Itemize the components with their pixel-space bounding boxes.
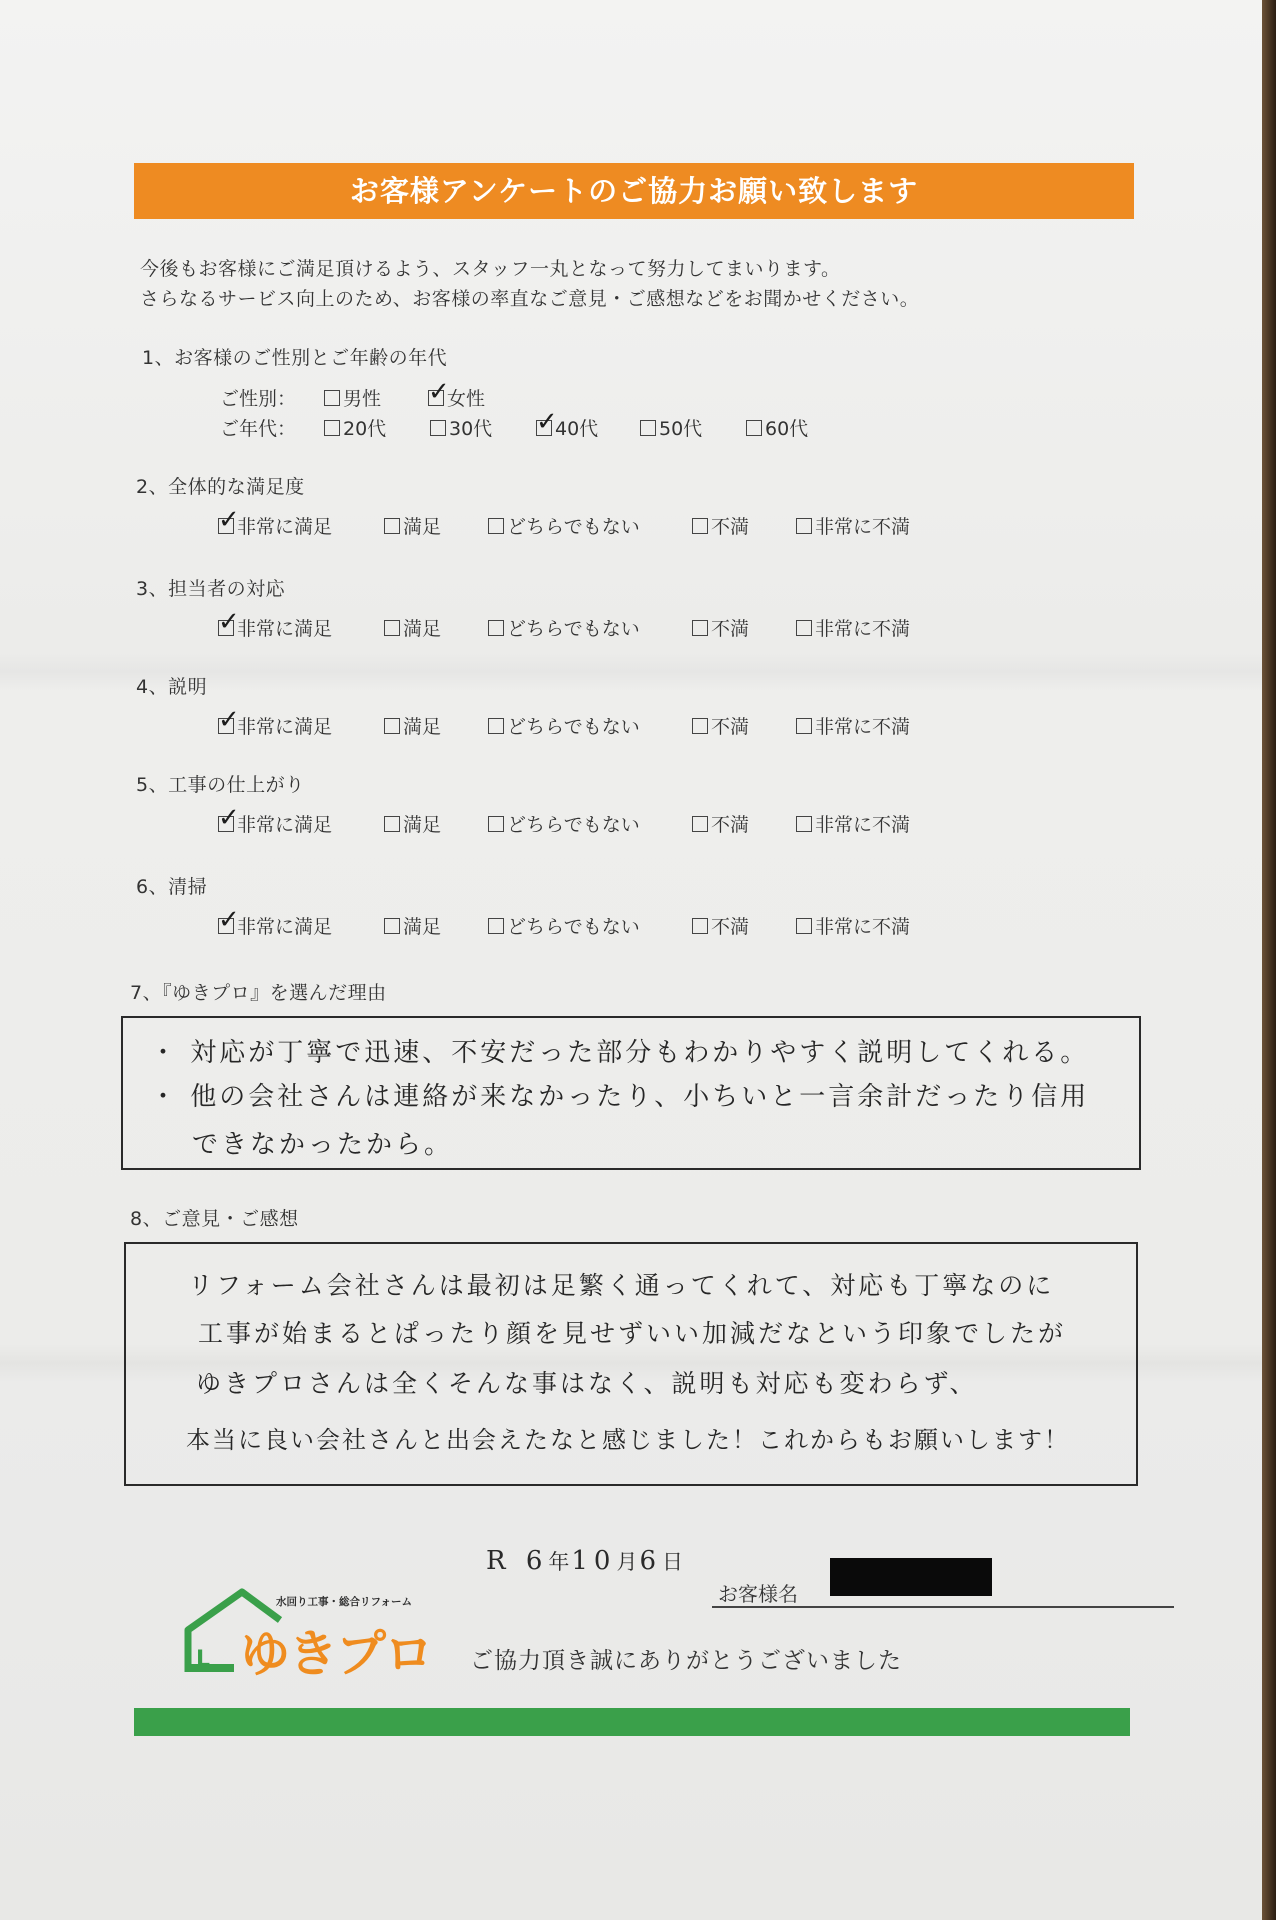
checked-checkbox-icon[interactable]	[218, 718, 234, 734]
checked-checkbox-icon[interactable]	[536, 420, 552, 436]
option-label: 60代	[765, 418, 809, 440]
checkbox-icon[interactable]	[384, 718, 400, 734]
option-label: 30代	[449, 418, 493, 440]
rating-question-title: 4、説明	[136, 676, 208, 698]
q8-answer-line-3: ゆきプロさんは全くそんな事はなく、説明も対応も変わらず、	[196, 1369, 978, 1398]
checkbox-icon[interactable]	[488, 718, 504, 734]
option-label: 満足	[403, 516, 442, 538]
age-option-2[interactable]	[536, 414, 598, 441]
q7-answer-line-2: ・ 他の会社さんは連絡が来なかったり、小ちいと一言余計だったり信用	[150, 1082, 1090, 1112]
checkbox-icon[interactable]	[796, 918, 812, 934]
age-label: ご年代：	[220, 418, 297, 440]
rating-option-6-4[interactable]	[796, 912, 910, 939]
checkbox-icon[interactable]	[692, 918, 708, 934]
day-label: 日	[662, 1551, 686, 1574]
option-label: 非常に不満	[815, 516, 911, 538]
redacted-customer-name	[830, 1558, 992, 1596]
svg-text:L: L	[196, 1647, 211, 1672]
checkbox-icon[interactable]	[430, 420, 446, 436]
option-label: 男性	[343, 388, 382, 410]
checkbox-icon[interactable]	[488, 918, 504, 934]
checkbox-icon[interactable]	[746, 420, 762, 436]
checkbox-icon[interactable]	[488, 518, 504, 534]
option-label: 非常に満足	[237, 814, 333, 836]
checkbox-icon[interactable]	[488, 816, 504, 832]
option-label: 非常に不満	[815, 716, 911, 738]
gender-row	[220, 384, 296, 411]
q8-answer-line-4: 本当に良い会社さんと出会えたなと感じました！これからもお願いします！	[186, 1426, 1070, 1454]
intro-line-2: さらなるサービス向上のため、お客様の率直なご意見・ご感想などをお聞かせください。	[140, 288, 920, 310]
date-year: 6	[525, 1546, 549, 1576]
rating-option-3-1[interactable]	[384, 614, 441, 641]
option-label: どちらでもない	[507, 716, 640, 738]
option-label: 満足	[403, 916, 442, 938]
rating-option-3-3[interactable]	[692, 614, 749, 641]
option-label: 満足	[403, 618, 442, 640]
age-option-0[interactable]	[324, 414, 386, 441]
checkbox-icon[interactable]	[796, 816, 812, 832]
q8-answer-line-2: 工事が始まるとぱったり顔を見せずいい加減だなという印象でしたが	[198, 1319, 1067, 1348]
option-label: 非常に満足	[237, 716, 333, 738]
rating-option-6-0[interactable]	[218, 912, 332, 939]
footer-green-bar	[134, 1708, 1130, 1736]
gender-option-1[interactable]	[428, 384, 485, 411]
option-label: 不満	[711, 618, 750, 640]
option-label: 満足	[403, 716, 442, 738]
gender-label: ご性別：	[220, 388, 297, 410]
option-label: 40代	[555, 418, 599, 440]
month-label: 月	[616, 1551, 640, 1574]
checked-checkbox-icon[interactable]	[218, 816, 234, 832]
option-label: 非常に不満	[815, 814, 911, 836]
option-label: どちらでもない	[507, 814, 640, 836]
date-month: 10	[571, 1546, 617, 1576]
checkbox-icon[interactable]	[324, 390, 340, 406]
checked-checkbox-icon[interactable]	[218, 620, 234, 636]
rating-option-6-2[interactable]	[488, 912, 640, 939]
option-label: 非常に不満	[815, 916, 911, 938]
option-label: 女性	[447, 388, 486, 410]
option-label: 不満	[711, 814, 750, 836]
option-label: 不満	[711, 716, 750, 738]
date-era: R	[486, 1546, 512, 1576]
rating-option-5-2[interactable]	[488, 810, 640, 837]
q1-title: 1、お客様のご性別とご年齢の年代	[142, 347, 448, 369]
rating-option-4-0[interactable]	[218, 712, 332, 739]
option-label: 不満	[711, 916, 750, 938]
table-background	[1262, 0, 1276, 1920]
option-label: 非常に満足	[237, 618, 333, 640]
rating-option-2-1[interactable]	[384, 512, 441, 539]
option-label: 不満	[711, 516, 750, 538]
option-label: どちらでもない	[507, 916, 640, 938]
option-label: どちらでもない	[507, 618, 640, 640]
age-option-3[interactable]	[640, 414, 702, 441]
checkbox-icon[interactable]	[488, 620, 504, 636]
q7-title: 7、『ゆきプロ』を選んだ理由	[130, 982, 387, 1004]
option-label: どちらでもない	[507, 516, 640, 538]
checkbox-icon[interactable]	[796, 518, 812, 534]
thanks-message: ご協力頂き誠にありがとうございました	[470, 1648, 902, 1674]
rating-question-title: 5、工事の仕上がり	[136, 774, 305, 796]
customer-name-label: お客様名	[718, 1582, 798, 1606]
checkbox-icon[interactable]	[640, 420, 656, 436]
q7-answer-line-1: ・ 対応が丁寧で迅速、不安だった部分もわかりやすく説明してくれる。	[150, 1038, 1090, 1068]
rating-option-6-1[interactable]	[384, 912, 441, 939]
year-label: 年	[548, 1551, 572, 1574]
rating-option-5-0[interactable]	[218, 810, 332, 837]
age-option-4[interactable]	[746, 414, 808, 441]
q8-title: 8、ご意見・ご感想	[130, 1208, 299, 1230]
logo-tagline: 水回り工事・総合リフォーム	[276, 1596, 412, 1608]
rating-option-2-2[interactable]	[488, 512, 640, 539]
checkbox-icon[interactable]	[324, 420, 340, 436]
option-label: 満足	[403, 814, 442, 836]
rating-option-2-3[interactable]	[692, 512, 749, 539]
q8-answer-line-1: リフォーム会社さんは最初は足繁く通ってくれて、対応も丁寧なのに	[188, 1271, 1055, 1300]
rating-option-5-1[interactable]	[384, 810, 441, 837]
option-label: 非常に不満	[815, 618, 911, 640]
logo-name: ゆきプロ	[240, 1625, 432, 1683]
customer-name-underline	[712, 1606, 1174, 1608]
checkbox-icon[interactable]	[692, 518, 708, 534]
rating-option-6-3[interactable]	[692, 912, 749, 939]
rating-option-5-4[interactable]	[796, 810, 910, 837]
option-label: 20代	[343, 418, 387, 440]
checkbox-icon[interactable]	[692, 620, 708, 636]
rating-question-title: 2、全体的な満足度	[136, 476, 305, 498]
checked-checkbox-icon[interactable]	[218, 518, 234, 534]
rating-option-4-4[interactable]	[796, 712, 910, 739]
rating-option-4-2[interactable]	[488, 712, 640, 739]
option-label: 非常に満足	[237, 916, 333, 938]
rating-option-3-4[interactable]	[796, 614, 910, 641]
checkbox-icon[interactable]	[384, 518, 400, 534]
rating-option-5-3[interactable]	[692, 810, 749, 837]
rating-option-2-4[interactable]	[796, 512, 910, 539]
checkbox-icon[interactable]	[384, 918, 400, 934]
intro-line-1: 今後もお客様にご満足頂けるよう、スタッフ一丸となって努力してまいります。	[140, 258, 841, 280]
rating-question-title: 3、担当者の対応	[136, 578, 286, 600]
option-label: 50代	[659, 418, 703, 440]
age-option-1[interactable]	[430, 414, 492, 441]
date-day: 6	[639, 1546, 663, 1576]
rating-option-3-0[interactable]	[218, 614, 332, 641]
q7-answer-line-3: できなかったから。	[192, 1130, 454, 1160]
checkbox-icon[interactable]	[384, 816, 400, 832]
checked-checkbox-icon[interactable]	[428, 390, 444, 406]
date-line	[486, 1546, 685, 1576]
checkbox-icon[interactable]	[692, 718, 708, 734]
checked-checkbox-icon[interactable]	[218, 918, 234, 934]
checkbox-icon[interactable]	[692, 816, 708, 832]
checkbox-icon[interactable]	[796, 620, 812, 636]
checkbox-icon[interactable]	[384, 620, 400, 636]
survey-title-banner: お客様アンケートのご協力お願い致します	[134, 163, 1134, 219]
rating-option-3-2[interactable]	[488, 614, 640, 641]
rating-option-4-3[interactable]	[692, 712, 749, 739]
age-row	[220, 414, 296, 441]
checkbox-icon[interactable]	[796, 718, 812, 734]
rating-question-title: 6、清掃	[136, 876, 208, 898]
gender-option-0[interactable]	[324, 384, 381, 411]
rating-option-2-0[interactable]	[218, 512, 332, 539]
option-label: 非常に満足	[237, 516, 333, 538]
rating-option-4-1[interactable]	[384, 712, 441, 739]
